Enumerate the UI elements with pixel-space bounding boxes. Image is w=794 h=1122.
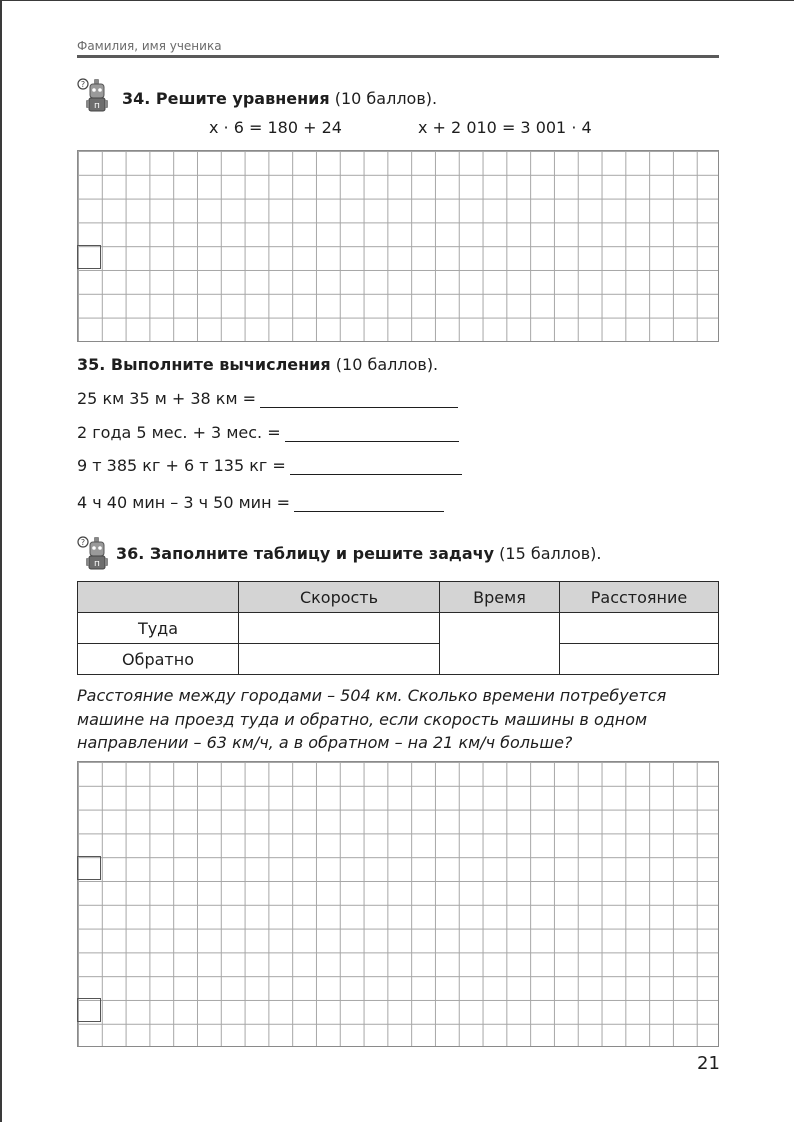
task35-points: (10 баллов). — [335, 355, 439, 374]
answer-blank-2[interactable] — [285, 425, 459, 442]
calc-expression-4: 4 ч 40 мин – 3 ч 50 мин = — [77, 493, 291, 512]
student-name-line — [77, 55, 719, 58]
task35-heading: 35. Выполните вычисления — [77, 355, 331, 374]
task36-title — [116, 544, 602, 563]
cell-distance-back[interactable] — [560, 644, 719, 675]
table-header-row — [78, 582, 719, 613]
page-number: 21 — [697, 1053, 720, 1074]
calc-expression-2: 2 года 5 мес. + 3 мес. = — [77, 423, 281, 442]
table-row — [78, 613, 719, 644]
svg-text:п: п — [94, 101, 100, 111]
table-header-speed: Скорость — [239, 582, 440, 613]
calc-line-4 — [77, 493, 444, 512]
calc-line-2 — [77, 423, 459, 442]
task36-points: (15 баллов). — [499, 544, 602, 563]
answer-grid-36[interactable] — [77, 761, 719, 1047]
calc-expression-1: 25 км 35 м + 38 км = — [77, 389, 257, 408]
calc-expression-3: 9 т 385 кг + 6 т 135 кг = — [77, 456, 286, 475]
cell-distance-there[interactable] — [560, 613, 719, 644]
student-name-label: Фамилия, имя ученика — [77, 39, 222, 53]
table-row-label-there: Туда — [78, 613, 239, 644]
grid-margin-mark — [77, 245, 101, 269]
cell-time-total[interactable] — [440, 613, 560, 675]
answer-blank-4[interactable] — [294, 495, 444, 512]
grid-margin-mark — [77, 998, 101, 1022]
answer-grid-34[interactable] — [77, 150, 719, 342]
equation-2: x + 2 010 = 3 001 · 4 — [418, 118, 592, 137]
svg-text:п: п — [94, 559, 100, 569]
answer-blank-1[interactable] — [260, 391, 458, 408]
cell-speed-back[interactable] — [239, 644, 440, 675]
table-row-label-back: Обратно — [78, 644, 239, 675]
svg-text:?: ? — [80, 80, 86, 89]
problem-statement: Расстояние между городами – 504 км. Сколько времени потребуется машине на проезд туда и обратно, если скорость машины в одном направлении – 63 км/ч, а в обратном – на 21 км/ч больше? — [77, 686, 667, 752]
task36-heading: 36. Заполните таблицу и решите задачу — [116, 544, 495, 563]
table-header-distance: Расстояние — [560, 582, 719, 613]
table-header-time: Время — [440, 582, 560, 613]
speed-time-distance-table — [77, 581, 719, 675]
answer-blank-3[interactable] — [290, 458, 462, 475]
robot-question-icon — [76, 76, 112, 114]
calc-line-1 — [77, 389, 458, 408]
svg-text:?: ? — [80, 538, 86, 547]
task34-points: (10 баллов). — [334, 89, 438, 108]
grid-margin-mark — [77, 856, 101, 880]
table-header-empty — [78, 582, 239, 613]
task34-title — [122, 89, 437, 108]
equation-1: x · 6 = 180 + 24 — [209, 118, 342, 137]
table-row — [78, 644, 719, 675]
page-edge-left — [0, 0, 2, 1122]
page-edge-top — [0, 0, 794, 1]
task34-heading: 34. Решите уравнения — [122, 89, 330, 108]
robot-question-icon — [76, 534, 112, 572]
task35-title — [77, 355, 438, 374]
cell-speed-there[interactable] — [239, 613, 440, 644]
calc-line-3 — [77, 456, 462, 475]
